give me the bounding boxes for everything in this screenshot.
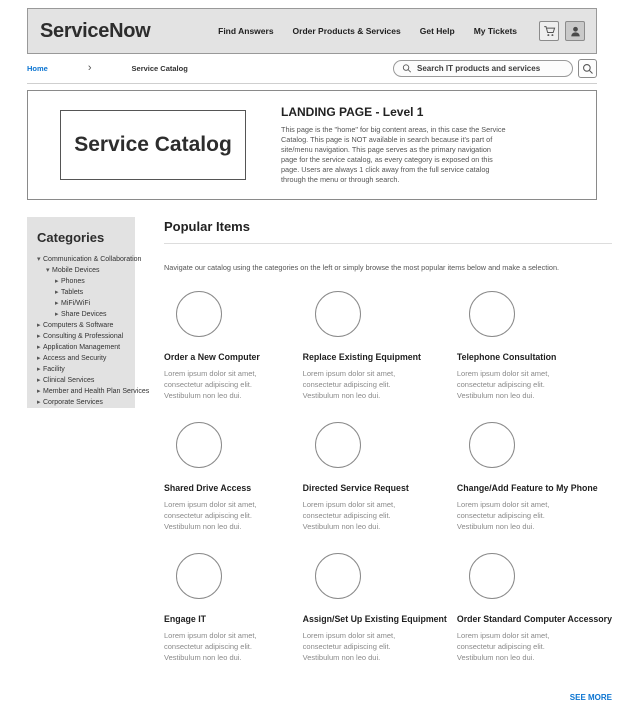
category-link[interactable]: Facility xyxy=(43,366,65,373)
nav-find-answers[interactable]: Find Answers xyxy=(218,26,274,36)
servicenow-logo[interactable]: ServiceNow xyxy=(40,19,151,42)
caret-right-icon[interactable]: ▸ xyxy=(37,377,41,384)
search-bar xyxy=(393,59,597,78)
caret-right-icon[interactable]: ▸ xyxy=(37,388,41,395)
nav-my-tickets[interactable]: My Tickets xyxy=(473,26,517,36)
caret-right-icon[interactable]: ▸ xyxy=(37,355,41,362)
tree-item xyxy=(37,254,142,265)
item-icon-placeholder xyxy=(315,553,361,599)
item-title: Order Standard Computer Accessory xyxy=(456,614,612,624)
nav-order-products-services[interactable]: Order Products & Services xyxy=(292,26,401,36)
catalog-item-card[interactable] xyxy=(303,553,447,663)
profile-button[interactable] xyxy=(565,21,585,41)
catalog-item-card[interactable] xyxy=(303,291,447,401)
tree-item xyxy=(37,353,129,364)
item-title: Assign/Set Up Existing Equipment xyxy=(302,614,447,624)
search-input[interactable] xyxy=(417,64,564,73)
breadcrumb-current: Service Catalog xyxy=(131,64,188,73)
cart-button[interactable] xyxy=(539,21,559,41)
item-icon-placeholder xyxy=(469,291,515,337)
categories-panel xyxy=(27,217,150,408)
category-link[interactable]: Consulting & Professional xyxy=(43,333,124,340)
item-title: Replace Existing Equipment xyxy=(302,352,421,362)
item-title: Order a New Computer xyxy=(164,352,260,362)
tree-item xyxy=(37,375,129,386)
item-description: Lorem ipsum dolor sit amet, consectetur adipiscing elit. Vestibulum non leo dui. xyxy=(164,500,257,531)
tree-item xyxy=(37,331,129,342)
categories-title: Categories xyxy=(37,230,105,245)
item-description: Lorem ipsum dolor sit amet, consectetur adipiscing elit. Vestibulum non leo dui. xyxy=(456,631,550,662)
item-description: Lorem ipsum dolor sit amet, consectetur adipiscing elit. Vestibulum non leo dui. xyxy=(302,369,396,400)
caret-right-icon[interactable]: ▸ xyxy=(55,289,59,296)
landing-description: This page is the "home" for big content areas, in this case the Service Catalog. This page is NOT available in search because it's part of site/menu navigation. This page serves as the primary navigation page for the service catalog, as every category is exposed on this page. Users are always 1 click away from the full service catalog through the menu or through search. xyxy=(281,125,506,184)
category-link[interactable]: Access and Security xyxy=(43,355,107,362)
item-description: Lorem ipsum dolor sit amet, consectetur adipiscing elit. Vestibulum non leo dui. xyxy=(164,369,257,400)
tree-item xyxy=(37,320,129,331)
category-link[interactable]: Clinical Services xyxy=(43,377,95,384)
item-title: Engage IT xyxy=(164,614,207,624)
tree-item xyxy=(37,298,129,309)
breadcrumb-bar xyxy=(27,54,597,84)
category-link[interactable]: Corporate Services xyxy=(43,399,103,406)
catalog-item-card[interactable] xyxy=(457,291,612,401)
caret-right-icon[interactable]: ▸ xyxy=(37,322,41,329)
caret-right-icon[interactable]: ▸ xyxy=(37,333,41,340)
item-title: Shared Drive Access xyxy=(164,483,252,493)
tree-item xyxy=(37,342,129,353)
caret-down-icon[interactable]: ▾ xyxy=(37,256,41,263)
intro-text: Navigate our catalog using the categories on the left or simply browse the most popular items below and make a selection. xyxy=(164,263,560,272)
category-link[interactable]: MiFi/WiFi xyxy=(61,300,91,307)
app-header xyxy=(27,8,597,54)
catalog-item-card[interactable] xyxy=(457,422,612,532)
category-link[interactable]: Share Devices xyxy=(61,311,107,318)
item-title: Telephone Consultation xyxy=(456,352,557,362)
item-icon-placeholder xyxy=(176,422,222,468)
catalog-item-card[interactable] xyxy=(303,422,447,532)
search-input-wrapper xyxy=(393,60,573,77)
see-more-row xyxy=(164,687,612,705)
caret-right-icon[interactable]: ▸ xyxy=(37,344,41,351)
tree-item xyxy=(37,265,129,276)
tree-item xyxy=(37,276,129,287)
landing-text xyxy=(281,105,507,185)
item-description: Lorem ipsum dolor sit amet, consectetur adipiscing elit. Vestibulum non leo dui. xyxy=(164,631,257,662)
cart-icon xyxy=(543,25,556,38)
catalog-item-card[interactable] xyxy=(164,422,293,532)
caret-right-icon[interactable]: ▸ xyxy=(55,278,59,285)
tree-item xyxy=(37,397,129,408)
category-link[interactable]: Mobile Devices xyxy=(52,267,100,274)
tree-item xyxy=(37,364,129,375)
item-icon-placeholder xyxy=(469,553,515,599)
item-icon-placeholder xyxy=(176,553,222,599)
section-divider xyxy=(164,243,612,244)
category-link[interactable]: Phones xyxy=(61,278,85,285)
popular-items-section xyxy=(164,217,612,705)
catalog-item-card[interactable] xyxy=(164,291,293,401)
category-link[interactable]: Computers & Software xyxy=(43,322,114,329)
catalog-item-card[interactable] xyxy=(457,553,612,663)
item-icon-placeholder xyxy=(176,291,222,337)
item-description: Lorem ipsum dolor sit amet, consectetur adipiscing elit. Vestibulum non leo dui. xyxy=(456,500,550,531)
item-description: Lorem ipsum dolor sit amet, consectetur adipiscing elit. Vestibulum non leo dui. xyxy=(456,369,550,400)
user-icon xyxy=(569,25,582,38)
item-title: Directed Service Request xyxy=(302,483,409,493)
search-icon xyxy=(402,63,412,74)
landing-title: LANDING PAGE - Level 1 xyxy=(281,105,424,119)
item-icon-placeholder xyxy=(315,291,361,337)
item-icon-placeholder xyxy=(469,422,515,468)
popular-items-title: Popular Items xyxy=(164,219,250,234)
category-link[interactable]: Application Management xyxy=(43,344,121,351)
item-title: Change/Add Feature to My Phone xyxy=(456,483,598,493)
top-nav xyxy=(218,26,517,36)
caret-right-icon[interactable]: ▸ xyxy=(37,399,41,406)
popular-items-grid xyxy=(164,291,612,663)
item-icon-placeholder xyxy=(315,422,361,468)
service-catalog-label: Service Catalog xyxy=(74,133,232,156)
caret-right-icon[interactable]: ▸ xyxy=(55,300,59,307)
category-link[interactable]: Member and Health Plan Services xyxy=(43,388,150,395)
caret-right-icon[interactable]: ▸ xyxy=(37,366,41,373)
category-link[interactable]: Tablets xyxy=(61,289,84,296)
caret-right-icon[interactable]: ▸ xyxy=(55,311,59,318)
search-icon xyxy=(582,63,594,75)
caret-down-icon[interactable]: ▾ xyxy=(46,267,50,274)
categories-tree xyxy=(37,254,150,408)
category-link[interactable]: Communication & Collaboration xyxy=(43,256,142,263)
breadcrumb-home-link[interactable]: Home xyxy=(27,64,48,73)
nav-get-help[interactable]: Get Help xyxy=(419,26,455,36)
item-description: Lorem ipsum dolor sit amet, consectetur adipiscing elit. Vestibulum non leo dui. xyxy=(302,631,396,662)
service-catalog-box xyxy=(60,110,246,180)
main-row xyxy=(27,217,612,705)
tree-item xyxy=(37,386,150,397)
chevron-right-icon: › xyxy=(87,62,92,74)
tree-item xyxy=(37,309,129,320)
tree-item xyxy=(37,287,129,298)
see-more-link[interactable]: SEE MORE xyxy=(569,693,612,702)
search-button[interactable] xyxy=(578,59,597,78)
item-description: Lorem ipsum dolor sit amet, consectetur adipiscing elit. Vestibulum non leo dui. xyxy=(302,500,396,531)
catalog-item-card[interactable] xyxy=(164,553,293,663)
landing-hero xyxy=(27,90,597,200)
